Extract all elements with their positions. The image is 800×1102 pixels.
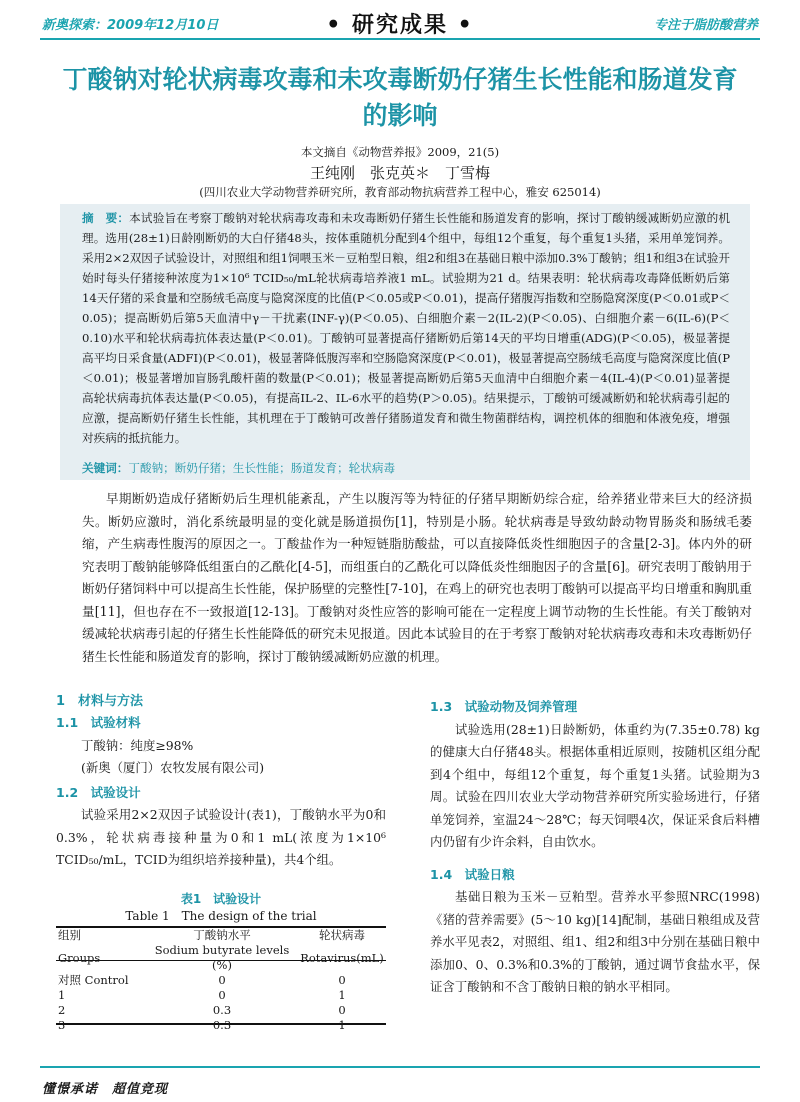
animals-paragraph: 试验选用(28±1)日龄断奶，体重约为(7.35±0.78) kg的健康大白仔猪48头。根据体重相近原则，按随机区组分配到4个组中，每组12个重复，每个重复1头猪。试验期为3周。试验在四川农业大学动物营养研究所实验场进行，仔猪单笼饲养，室温24～28℃；每天饲喂4次，保证采食后料槽内仍留有少许余料，自由饮水。 — [430, 721, 760, 849]
abstract-label: 摘 要： — [82, 211, 130, 225]
section-heading-methods: 1 材料与方法 — [56, 694, 144, 709]
cell-butyrate: 0.3 — [212, 1003, 232, 1017]
design-table — [56, 928, 386, 1033]
cell-group: 3 — [58, 1018, 66, 1032]
cell-butyrate: 0 — [218, 973, 226, 987]
right-column — [430, 696, 760, 999]
header-rule — [40, 38, 760, 40]
table-row — [56, 1003, 386, 1018]
design-paragraph: 试验采用2×2双因子试验设计(表1)，丁酸钠水平为0和0.3%，轮状病毒接种量为0和1 mL(浓度为1×10⁶ TCID₅₀/mL，TCID为组织培养接种量)，共4个组。 — [56, 807, 386, 867]
cell-group: 1 — [58, 988, 66, 1002]
th-group-en: Groups — [58, 950, 101, 965]
header-section: • 研究成果 • — [326, 12, 474, 38]
table-header-row-cn — [56, 928, 386, 943]
th-rotavirus-cn: 轮状病毒 — [319, 928, 365, 942]
cell-butyrate: 0 — [218, 988, 226, 1002]
footer-rule — [40, 1066, 760, 1068]
cell-rotavirus: 0 — [338, 1003, 346, 1017]
subsection-1-1: 1.1 试验材料 — [56, 715, 141, 730]
article-title: 丁酸钠对轮状病毒攻毒和未攻毒断奶仔猪生长性能和肠道发育的影响 — [62, 65, 738, 130]
introduction-paragraph: 早期断奶造成仔猪断奶后生理机能紊乱，产生以腹泻等为特征的仔猪早期断奶综合症，给养猪业带来巨大的经济损失。断奶应激时，消化系统最明显的变化就是肠道损伤[1]，特别是小肠。轮状病毒是导致幼龄动物胃肠炎和肠绒毛萎缩，产生病毒性腹泻的原因之一。丁酸盐作为一种短链脂肪酸盐，可以直接降低炎性细胞因子的含量[2-3]。体内外的研究表明丁酸钠能够降低组蛋白的乙酰化[4-5]，而组蛋白的乙酰化可以降低炎性细胞因子的含量[6]。研究表明丁酸钠用于断奶仔猪饲料中可以提高生长性能，保护肠壁的完整性[7-10]，在鸡上的研究也表明丁酸钠可以提高平均日增重和胸肌重量[11]，但也存在不一致报道[12-13]。丁酸钠对炎性应答的影响可能在一定程度上调节动物的生长性能。有关丁酸钠对缓减轮状病毒引起的仔猪生长性能降低的研究未见报道。因此本试验目的在于考察丁酸钠对轮状病毒攻毒和未攻毒断奶仔猪生长性能和肠道发育的影响，探讨丁酸钠缓减断奶应激的机理。 — [82, 491, 752, 664]
th-butyrate-cn: 丁酸钠水平 — [193, 928, 251, 942]
abstract-text: 本试验旨在考察丁酸钠对轮状病毒攻毒和未攻毒断奶仔猪生长性能和肠道发育的影响，探讨丁酸钠缓减断奶应激的机理。选用(28±1)日龄刚断奶的大白仔猪48头，按体重随机分配到4个组中，每组12个重复，每个重复1头猪，采用单笼饲养。采用2×2双因子试验设计，对照组和组1饲喂玉米－豆粕型日粮，组2和组3在基础日粮中添加0.3%丁酸钠；组1和组3在试验开始时每头仔猪接种浓度为1×10⁶ TCID₅₀/mL轮状病毒培养液1 mL。试验期为21 d。结果表明：轮状病毒攻毒降低断奶后第14天仔猪的采食量和空肠绒毛高度与隐窝深度的比值(P＜0.05或P＜0.01)，提高仔猪腹泻指数和空肠隐窝深度(P＜0.01或P＜0.05)；提高断奶后第5天血清中γ－干扰素(INF-γ)(P＜0.05)、白细胞介素－2(IL-2)(P＜0.05)、白细胞介素－6(IL-6)(P＜0.10)水平和轮状病毒抗体表达量(P＜0.01)。丁酸钠可显著提高仔猪断奶后第14天的平均日增重(ADG)(P＜0.05)，极显著提高平均日采食量(ADFI)(P＜0.01)，极显著降低腹泻率和空肠隐窝深度(P＜0.01)，极显著提高空肠绒毛高度与隐窝深度比值(P＜0.01)；极显著增加盲肠乳酸杆菌的数量(P＜0.01)；极显著提高断奶后第5天血清中白细胞介素－4(IL-4)(P＜0.01)显著提高轮状病毒抗体表达量(P＜0.05)，有提高IL-2、IL-6水平的趋势(P＞0.05)。结果提示，丁酸钠可缓减断奶和轮状病毒引起的应激，提高断奶仔猪生长性能，其机理在于丁酸钠可改善仔猪肠道发育和微生物菌群结构，调控机体的细胞和体液免疫，增强对疾病的抵抗能力。 — [82, 211, 730, 445]
header-date: 新奥探索：2009年12月10日 — [42, 18, 219, 33]
cell-rotavirus: 1 — [338, 1018, 346, 1032]
keywords — [82, 458, 730, 478]
th-group-cn: 组别 — [58, 928, 81, 942]
header-slogan: 专注于脂肪酸营养 — [653, 18, 758, 33]
cell-group: 对照 Control — [58, 973, 129, 987]
abstract — [82, 208, 730, 448]
left-column — [56, 712, 386, 872]
cell-rotavirus: 0 — [338, 973, 346, 987]
table-caption-en: Table 1 The design of the trial — [125, 909, 317, 923]
table-caption-cn: 表1 试验设计 — [180, 892, 262, 906]
table-row — [56, 1018, 386, 1033]
table-caption — [56, 891, 386, 925]
subsection-1-3: 1.3 试验动物及饲养管理 — [430, 699, 578, 714]
keywords-label: 关键词： — [82, 461, 129, 475]
article-source: 本文摘自《动物营养报》2009，21(5) — [300, 145, 500, 159]
page-footer — [0, 1058, 800, 1102]
material-line-2: (新奥（厦门）农牧发展有限公司) — [81, 760, 265, 775]
article-authors: 王纯刚 张克英＊ 丁雪梅 — [309, 164, 490, 182]
diet-paragraph: 基础日粮为玉米－豆粕型。营养水平参照NRC(1998)《猪的营养需要》(5～10 kg)[14]配制，基础日粮组成及营养水平见表2，对照组、组1、组2和组3中分别在基础日粮中添加0、0、0.3%和0.3%的丁酸钠，通过调节食盐水平，保证含丁酸钠和不含丁酸钠日粮的钠水平相同。 — [430, 889, 760, 994]
material-line-1: 丁酸钠：纯度≥98% — [81, 737, 194, 753]
subsection-1-4: 1.4 试验日粮 — [430, 866, 515, 882]
article-affiliation: (四川农业大学动物营养研究所，教育部动物抗病营养工程中心，雅安 625014) — [199, 185, 601, 199]
cell-rotavirus: 1 — [338, 988, 346, 1002]
th-butyrate-en: Sodium butyrate levels (%) — [154, 943, 290, 972]
cell-group: 2 — [58, 1003, 66, 1017]
table-header-row-en — [56, 943, 386, 973]
table-row — [56, 988, 386, 1003]
cell-butyrate: 0.3 — [212, 1018, 232, 1032]
footer-slogan: 懂憬承诺 超值竞现 — [42, 1082, 169, 1097]
page-header — [0, 0, 800, 44]
keywords-text: 丁酸钠；断奶仔猪；生长性能；肠道发育；轮状病毒 — [128, 461, 396, 475]
th-rotavirus-en: Rotavirus(mL) — [300, 950, 384, 965]
table-row — [56, 973, 386, 988]
subsection-1-2: 1.2 试验设计 — [56, 784, 141, 800]
